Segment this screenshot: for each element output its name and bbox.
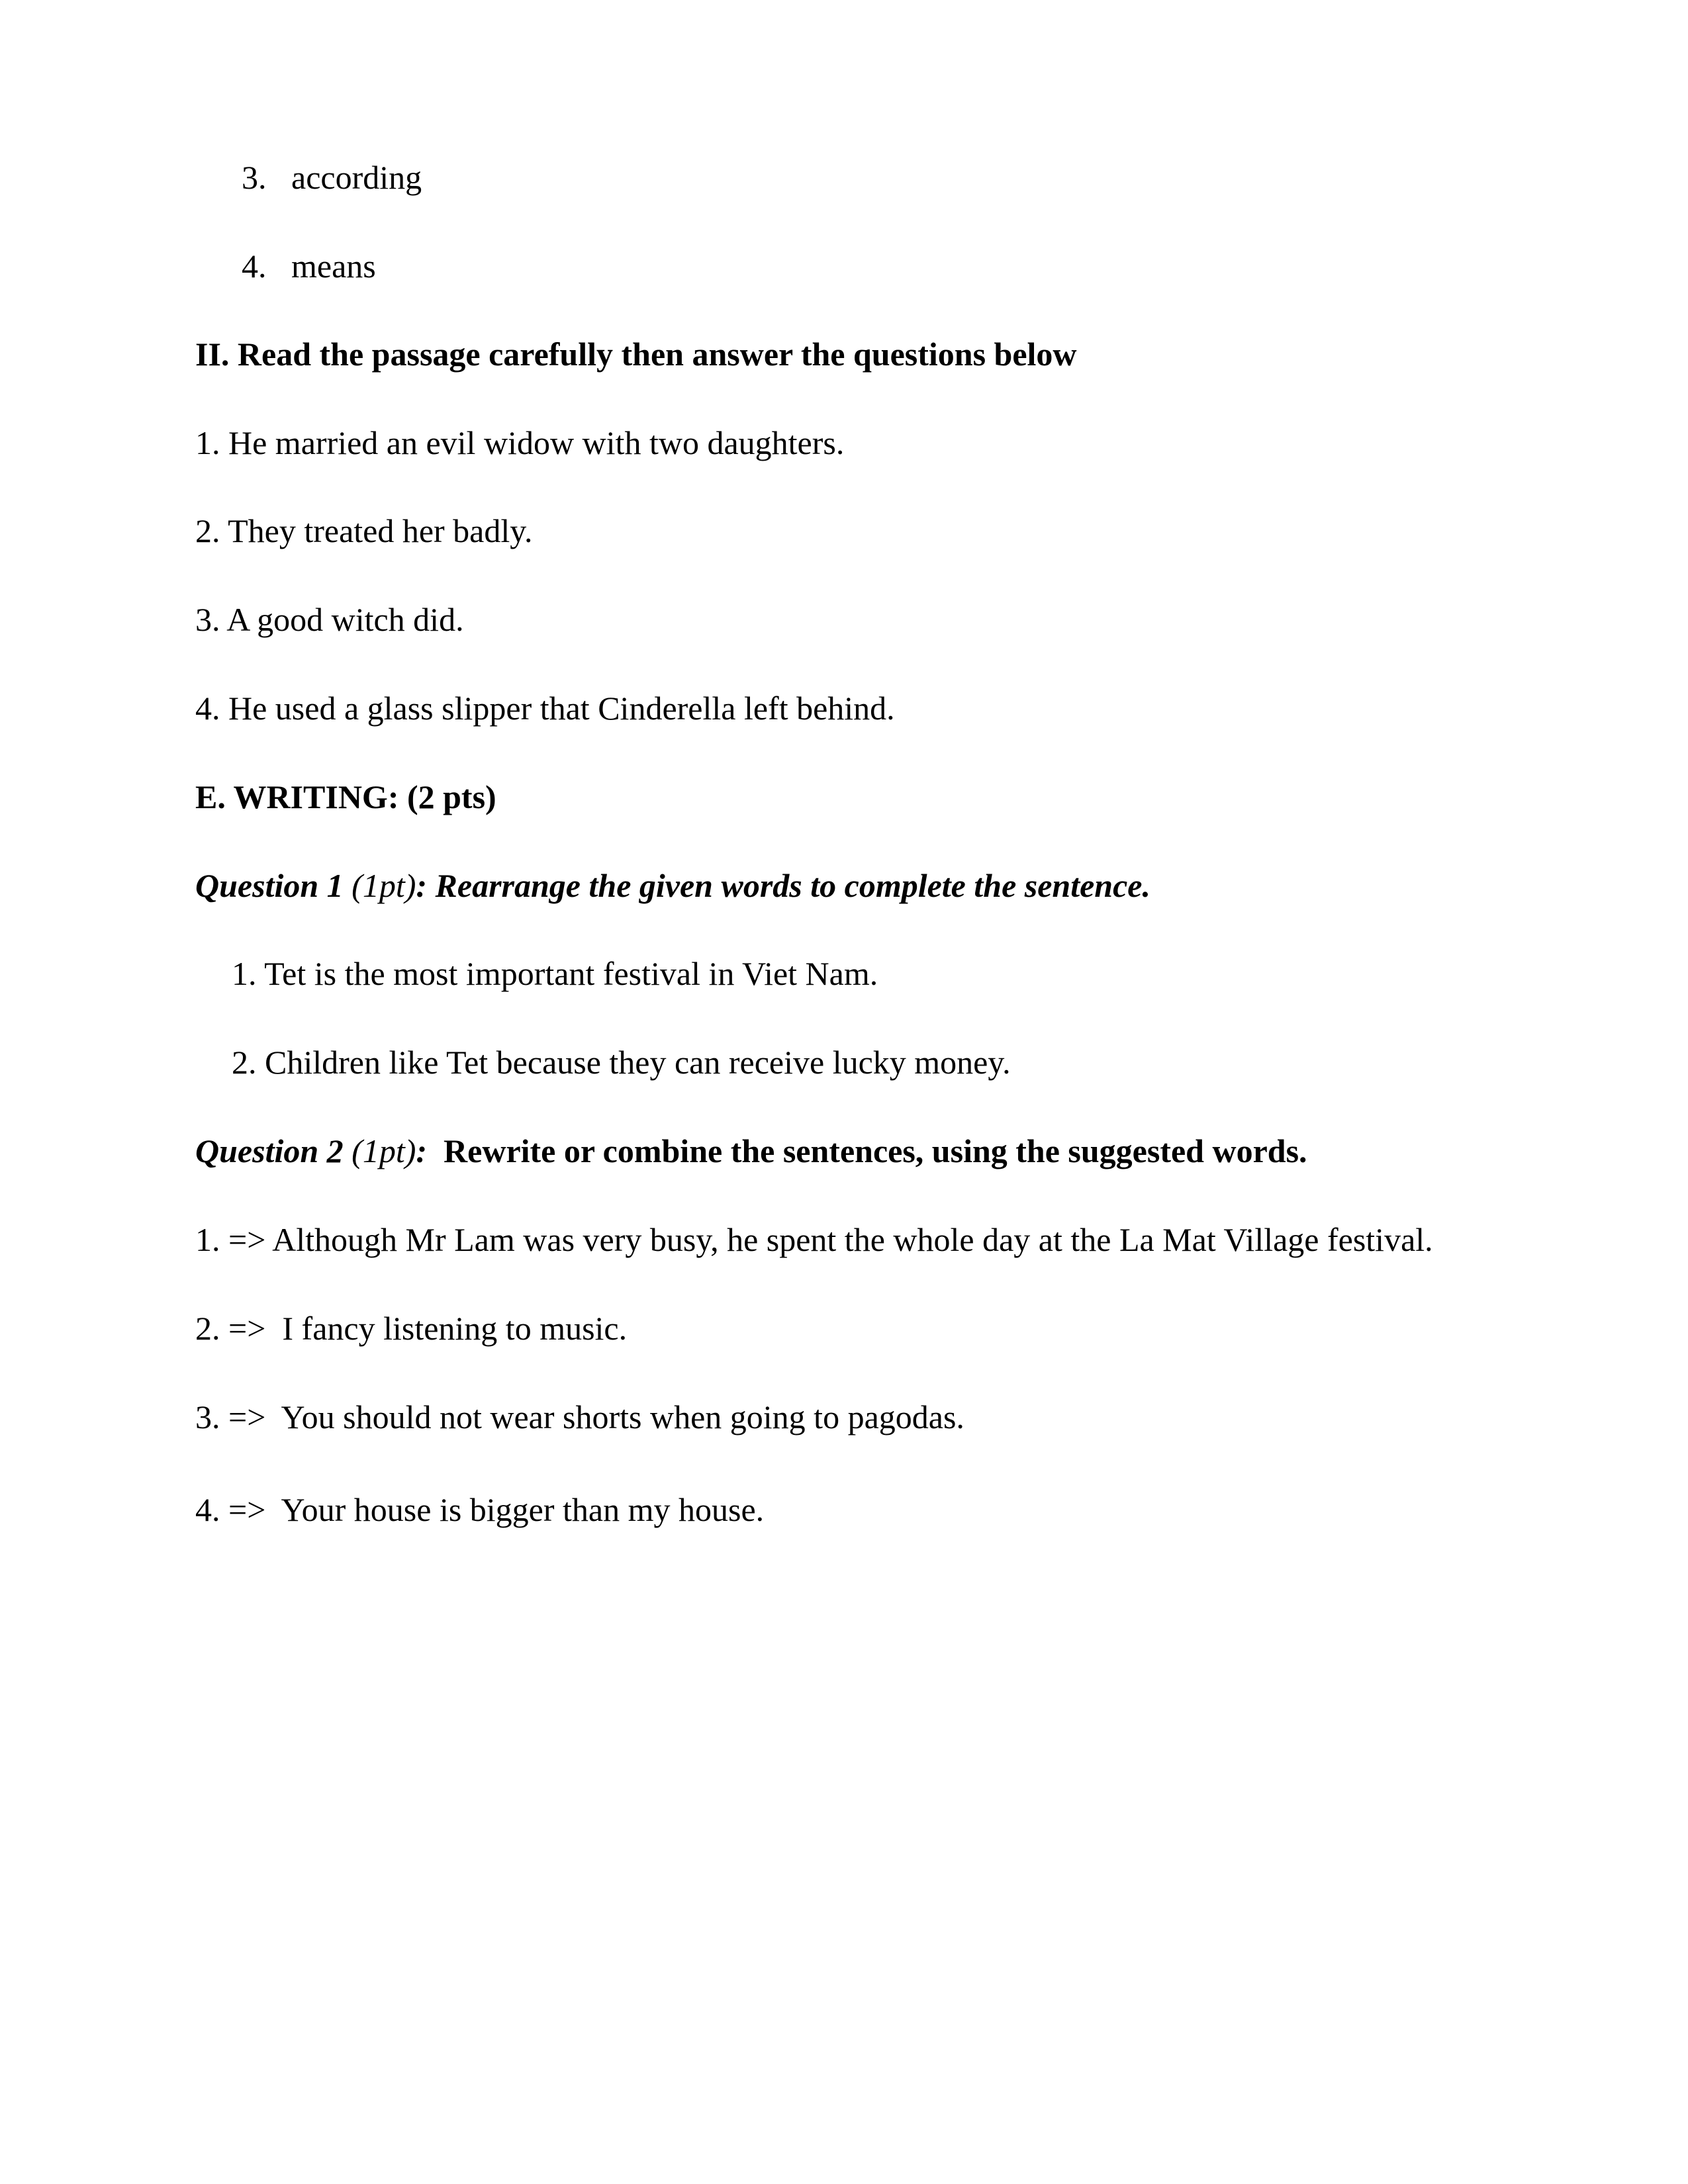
list-item-number: 3. (242, 159, 267, 196)
question-2-heading (195, 1131, 1307, 1171)
question-1-colon: : (416, 867, 428, 904)
question-2-label: Question 2 (195, 1132, 344, 1169)
writing-heading: E. WRITING: (2 pts) (195, 778, 496, 815)
answer-line: 1. He married an evil widow with two daughters. (195, 424, 845, 461)
answer-line: 4. => Your house is bigger than my house. (195, 1491, 765, 1528)
list-item-text: means (291, 248, 376, 285)
list-item (242, 158, 422, 197)
question-1-points: (1pt) (352, 867, 416, 904)
list-item-number: 4. (242, 248, 267, 285)
answer-line: 3. A good witch did. (195, 601, 464, 638)
list-item (242, 246, 376, 286)
answer-line: 4. He used a glass slipper that Cinderella left behind. (195, 690, 895, 727)
answer-line: 2. They treated her badly. (195, 512, 533, 549)
question-1-heading (195, 866, 1150, 905)
answer-line: 1. Tet is the most important festival in Viet Nam. (232, 955, 878, 992)
question-2-colon: : (416, 1132, 428, 1169)
list-item-text: according (291, 159, 422, 196)
section-ii-heading: II. Read the passage carefully then answer the questions below (195, 336, 1077, 373)
answer-line: 3. => You should not wear shorts when going to pagodas. (195, 1398, 964, 1435)
question-2-points: (1pt) (352, 1132, 416, 1169)
answer-line: 1. => Although Mr Lam was very busy, he spent the whole day at the La Mat Village festival. (195, 1221, 1433, 1258)
question-2-instruction: Rewrite or combine the sentences, using the suggested words. (444, 1132, 1307, 1169)
question-1-label: Question 1 (195, 867, 344, 904)
answer-line: 2. => I fancy listening to music. (195, 1310, 628, 1347)
question-1-instruction: Rearrange the given words to complete the sentence. (427, 867, 1150, 904)
answer-line: 2. Children like Tet because they can receive lucky money. (232, 1044, 1011, 1081)
